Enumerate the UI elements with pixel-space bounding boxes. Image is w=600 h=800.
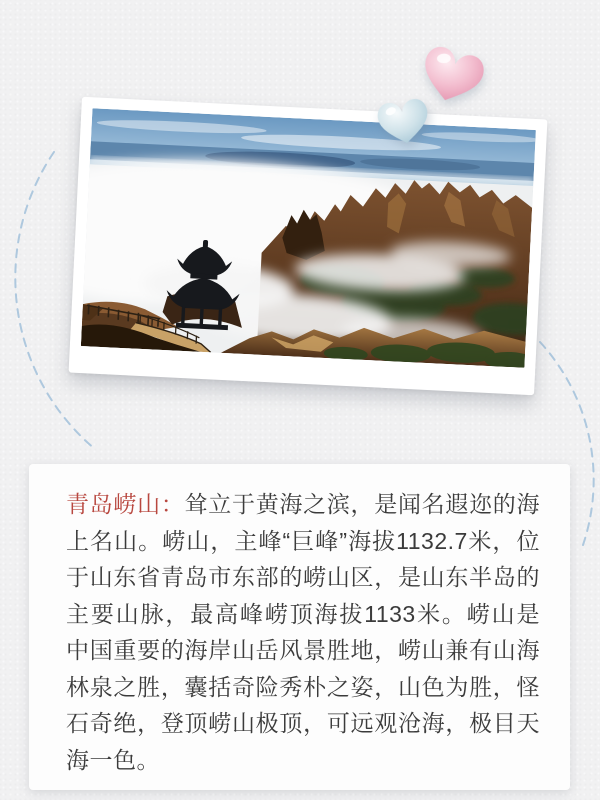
photo-frame-window — [81, 108, 536, 367]
description-card — [29, 464, 570, 790]
description-text — [66, 486, 540, 778]
blue-heart-icon — [373, 89, 434, 152]
photo-card — [69, 97, 548, 395]
place-title: 青岛崂山： — [66, 491, 185, 517]
place-description: 耸立于黄海之滨，是闻名遐迩的海上名山。崂山，主峰“巨峰”海拔1132.7米，位于山东省青岛市东部的崂山区，是山东半岛的主要山脉，最高峰崂顶海拔1133米。崂山是中国重要的海岸山岳风景胜地，崂山兼有山海林泉之胜，囊括奇险秀朴之姿，山色为胜，怪石奇绝，登顶崂山极顶，可远观沧海，极目天海一色。 — [66, 491, 541, 773]
laoshan-photo — [81, 108, 536, 367]
